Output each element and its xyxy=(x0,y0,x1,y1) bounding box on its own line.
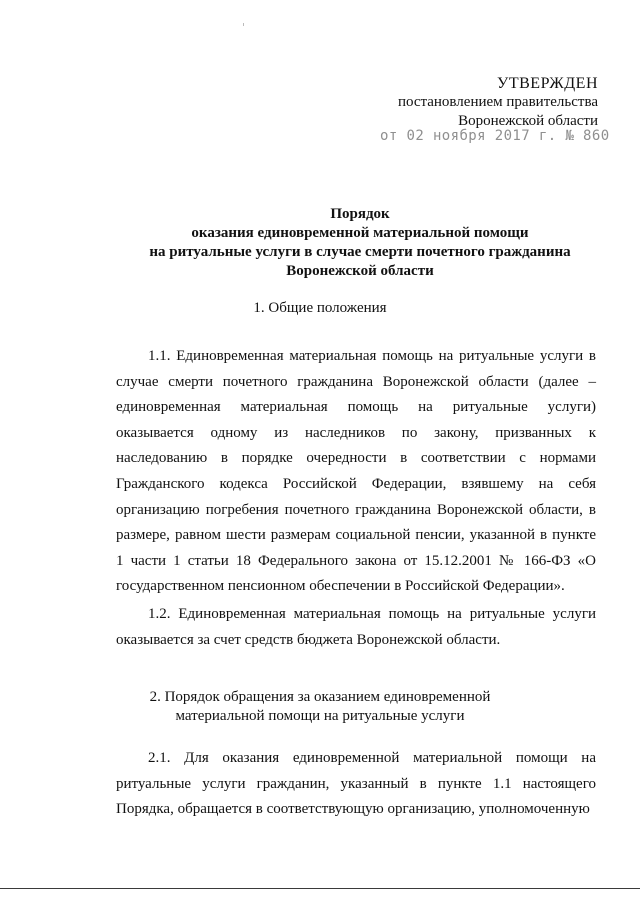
title-line-3: на ритуальные услуги в случае смерти почетного гражданина xyxy=(149,244,571,260)
document-title xyxy=(120,205,600,281)
paragraph-1-2 xyxy=(116,602,596,653)
section-2-heading-line-2: материальной помощи на ритуальные услуги xyxy=(175,708,465,724)
paragraph-1-1 xyxy=(116,344,596,600)
section-2-heading xyxy=(0,688,640,726)
section-1-heading: 1. Общие положения xyxy=(253,300,387,316)
approval-title: УТВЕРЖДЕН xyxy=(497,75,598,92)
paragraph-2-1 xyxy=(116,746,596,823)
title-line-2: оказания единовременной материальной помощи xyxy=(191,225,529,241)
paragraph-1-2-text: 1.2. Единовременная материальная помощь на ритуальные услуги оказывается за счет средств бюджета Воронежской области. xyxy=(116,606,596,648)
approval-line-2: постановлением правительства xyxy=(397,94,598,110)
scan-speck xyxy=(243,23,244,26)
paragraph-1-1-text: 1.1. Единовременная материальная помощь на ритуальные услуги в случае смерти почетного гражданина Воронежской области (далее – единовременная материальная помощь на ритуальные услуги) оказывается одному из наследников по закону, призванных к наследованию в порядке очередности в соответствии с нормами Гражданского кодекса Российской Федерации, взявшему на себя организацию погребения почетного гражданина Воронежской области, в размере, равном шести размерам социальной пенсии, указанной в пункте 1 части 1 статьи 18 Федерального закона от 15.12.2001 № 166-ФЗ «О государственном пенсионном обеспечении в Российской Федерации». xyxy=(116,348,596,595)
date-number-stamp: от 02 ноября 2017 г. № 860 xyxy=(380,128,610,144)
approval-line-3: Воронежской области xyxy=(458,113,598,129)
page-bottom-rule xyxy=(0,888,640,889)
approval-block xyxy=(398,74,598,131)
paragraph-2-1-text: 2.1. Для оказания единовременной материальной помощи на ритуальные услуги гражданин, указанный в пункте 1.1 настоящего Порядка, обращается в соответствующую организацию, уполномоченную xyxy=(116,750,596,818)
title-line-4: Воронежской области xyxy=(286,263,434,279)
title-line-1: Порядок xyxy=(330,206,390,222)
section-2-heading-line-1: 2. Порядок обращения за оказанием единовременной xyxy=(149,689,491,705)
